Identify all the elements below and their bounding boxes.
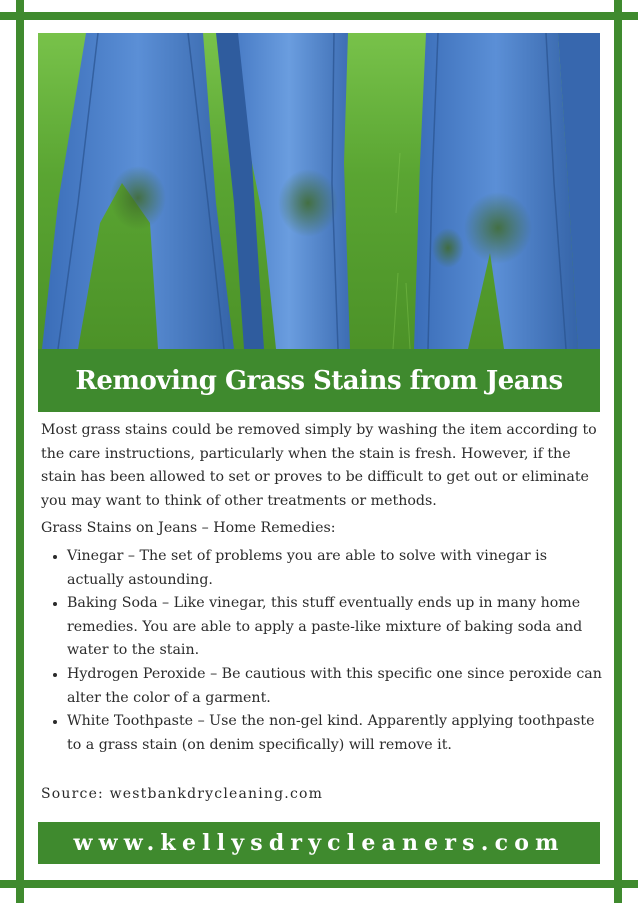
remedies-list xyxy=(41,545,603,757)
remedy-item-vinegar: • Vinegar – The set of problems you are able to solve with vinegar is actually astounding. xyxy=(67,545,603,592)
remedy-item-baking-soda: • Baking Soda – Like vinegar, this stuff eventually ends up in many home remedies. You are able to apply a paste-like mixture of baking soda and water to the stain. xyxy=(67,592,603,663)
page-title: Removing Grass Stains from Jeans xyxy=(75,365,563,396)
remedy-item-white-toothpaste: • White Toothpaste – Use the non-gel kind. Apparently applying toothpaste to a grass stain (on denim specifically) will remove it. xyxy=(67,710,603,757)
hero-photo-jeans-on-grass xyxy=(38,33,600,349)
remedies-heading: Grass Stains on Jeans – Home Remedies: xyxy=(41,520,336,537)
source-credit: Source: westbankdrycleaning.com xyxy=(41,786,324,802)
title-banner xyxy=(38,349,600,412)
frame-bottom-bar xyxy=(0,880,638,888)
frame-right-bar xyxy=(614,0,622,903)
intro-paragraph: Most grass stains could be removed simply by washing the item according to the care instructions, particularly when the stain is fresh. However, if the stain has been allowed to set or proves to be difficult to get out or eliminate you may want to think of other treatments or methods. xyxy=(41,422,597,509)
frame-left-bar xyxy=(16,0,24,903)
website-banner[interactable] xyxy=(38,822,600,864)
article-body xyxy=(41,419,603,757)
frame-top-bar xyxy=(0,12,638,20)
website-url[interactable]: www.kellysdrycleaners.com xyxy=(73,830,565,856)
remedy-item-hydrogen-peroxide: • Hydrogen Peroxide – Be cautious with this specific one since peroxide can alter the color of a garment. xyxy=(67,663,603,710)
